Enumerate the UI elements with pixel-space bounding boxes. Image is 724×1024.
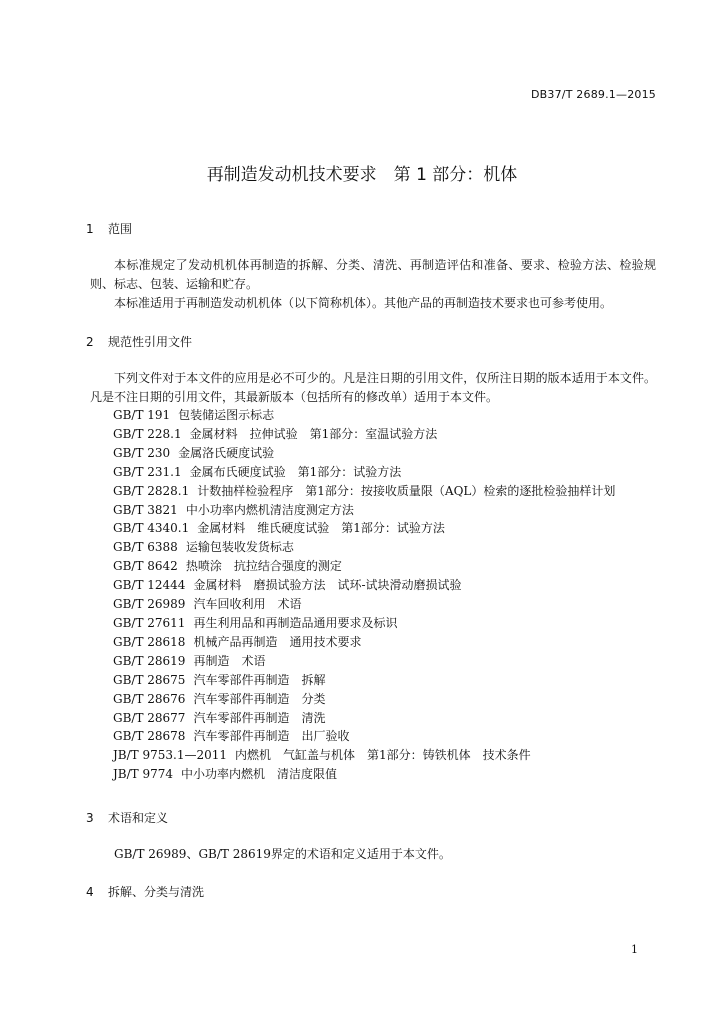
reference-code: GB/T 6388 <box>113 540 178 555</box>
reference-title: 金属布氏硬度试验 第1部分：试验方法 <box>189 464 402 479</box>
reference-item <box>113 519 615 538</box>
reference-code: GB/T 230 <box>113 445 171 460</box>
reference-title: 汽车回收利用 术语 <box>193 597 302 612</box>
section-heading-1 <box>86 220 132 237</box>
reference-title: 中小功率内燃机清洁度测定方法 <box>185 502 354 517</box>
section-heading-3 <box>86 809 168 826</box>
reference-item <box>113 727 615 746</box>
reference-item <box>113 595 615 614</box>
reference-title: 计数抽样检验程序 第1部分：按接收质量限（AQL）检索的逐批检验抽样计划 <box>197 483 616 498</box>
reference-code: GB/T 27611 <box>113 615 186 630</box>
reference-code: JB/T 9774 <box>113 767 174 782</box>
paragraph: GB/T 26989、GB/T 28619界定的术语和定义适用于本文件。 <box>114 847 451 861</box>
reference-code: GB/T 28619 <box>113 653 186 668</box>
section-1-body <box>90 256 656 313</box>
reference-title: 机械产品再制造 通用技术要求 <box>193 634 362 649</box>
document-title: 再制造发动机技术要求 第 1 部分：机体 <box>206 165 518 185</box>
reference-title: 金属洛氏硬度试验 <box>178 445 275 460</box>
reference-title: 汽车零部件再制造 分类 <box>193 691 326 706</box>
reference-item <box>113 709 615 728</box>
reference-code: GB/T 191 <box>113 408 171 422</box>
reference-title: 中小功率内燃机 清洁度限值 <box>181 767 338 782</box>
reference-title: 汽车零部件再制造 清洗 <box>193 710 326 725</box>
section-number: 4 <box>86 885 94 899</box>
paragraph: 下列文件对于本文件的应用是必不可少的。凡是注日期的引用文件，仅所注日期的版本适用于本文件。凡是不注日期的引用文件，其最新版本（包括所有的修改单）适用于本文件。 <box>90 371 656 404</box>
reference-code: GB/T 3821 <box>113 502 178 517</box>
section-title: 范围 <box>108 222 133 236</box>
reference-title: 汽车零部件再制造 拆解 <box>193 672 326 687</box>
reference-item <box>113 576 615 595</box>
reference-list <box>113 406 615 784</box>
reference-title: 再制造 术语 <box>193 653 266 668</box>
reference-code: GB/T 28678 <box>113 729 186 744</box>
reference-item <box>113 652 615 671</box>
section-3-body <box>90 845 656 864</box>
reference-title: 汽车零部件再制造 出厂验收 <box>193 729 350 744</box>
reference-code: GB/T 28618 <box>113 634 186 649</box>
reference-title: 再生利用品和再制造品通用要求及标识 <box>193 615 398 630</box>
reference-title: 运输包装收发货标志 <box>185 540 294 555</box>
reference-title: 金属材料 拉伸试验 第1部分：室温试验方法 <box>189 426 438 441</box>
reference-code: JB/T 9753.1—2011 <box>113 748 228 763</box>
reference-item <box>113 406 615 425</box>
reference-item <box>113 538 615 557</box>
section-number: 2 <box>86 335 94 349</box>
reference-code: GB/T 4340.1 <box>113 521 190 536</box>
reference-title: 热喷涂 抗拉结合强度的测定 <box>185 559 342 574</box>
reference-title: 包装储运图示标志 <box>178 408 275 422</box>
reference-code: GB/T 28676 <box>113 691 186 706</box>
reference-item <box>113 463 615 482</box>
reference-item <box>113 444 615 463</box>
reference-item <box>113 614 615 633</box>
document-code: DB37/T 2689.1—2015 <box>530 88 656 101</box>
section-title: 拆解、分类与清洗 <box>108 885 205 899</box>
reference-item <box>113 690 615 709</box>
reference-item <box>113 425 615 444</box>
reference-title: 金属材料 磨损试验方法 试环-试块滑动磨损试验 <box>193 578 462 593</box>
section-heading-4 <box>86 883 204 900</box>
reference-title: 金属材料 维氏硬度试验 第1部分：试验方法 <box>197 521 445 536</box>
reference-code: GB/T 2828.1 <box>113 483 190 498</box>
reference-item <box>113 746 615 765</box>
reference-code: GB/T 26989 <box>113 597 186 612</box>
reference-item <box>113 482 615 501</box>
reference-item <box>113 557 615 576</box>
section-title: 术语和定义 <box>108 811 169 825</box>
paragraph: 本标准规定了发动机机体再制造的拆解、分类、清洗、再制造评估和准备、要求、检验方法、检验规则、标志、包装、运输和贮存。 <box>90 258 656 291</box>
reference-item <box>113 633 615 652</box>
section-2-body <box>90 369 656 407</box>
section-heading-2 <box>86 333 192 350</box>
reference-code: GB/T 228.1 <box>113 426 182 441</box>
section-number: 1 <box>86 222 94 236</box>
reference-code: GB/T 8642 <box>113 559 178 574</box>
reference-item <box>113 671 615 690</box>
reference-title: 内燃机 气缸盖与机体 第1部分：铸铁机体 技术条件 <box>235 748 531 763</box>
reference-code: GB/T 12444 <box>113 578 186 593</box>
reference-item <box>113 765 615 784</box>
reference-code: GB/T 231.1 <box>113 464 182 479</box>
reference-code: GB/T 28677 <box>113 710 186 725</box>
section-title: 规范性引用文件 <box>108 335 193 349</box>
reference-item <box>113 501 615 520</box>
paragraph: 本标准适用于再制造发动机机体（以下简称机体）。其他产品的再制造技术要求也可参考使用。 <box>114 296 613 310</box>
page-number: 1 <box>631 943 638 956</box>
section-number: 3 <box>86 811 94 825</box>
reference-code: GB/T 28675 <box>113 672 186 687</box>
